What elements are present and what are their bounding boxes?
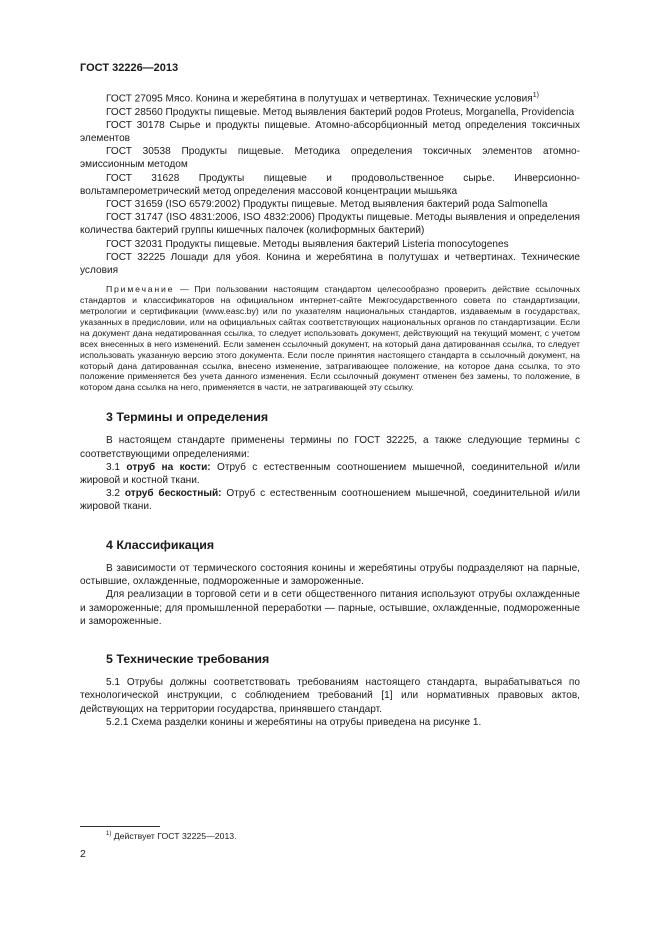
page-body — [80, 89, 580, 729]
reference-item: ГОСТ 32225 Лошади для убоя. Конина и жеребятина в полутушах и четвертинах. Технические условия — [80, 251, 580, 276]
term-name: отруб на кости: — [126, 461, 211, 473]
note-text: — При пользовании настоящим стандартом целесообразно проверить действие ссылочных стандартов и классификаторов на официальном интернет-сайте Межгосударственного совета по стандартизации, метрологии и сертификации (www.easc.by) или по указателям национальных стандартов, издаваемым в государствах, указанных в предисловии, или на официальных сайтах соответствующих национальных органов по стандартизации. Если на документ дана недатированная ссылка, то следует использовать документ, действующий на текущий момент, с учетом всех внесенных в него изменений. Если заменен ссылочный документ, на который дана датированная ссылка, то следует использовать указанную версию этого документа. Если после принятия настоящего стандарта в ссылочный документ, на который дана датированная ссылка, внесено изменение, затрагивающее положение, на которое дана ссылка, то это положение применяется без учета данного изменения. Если ссылочный документ отменен без замены, то положение, в котором дана ссылка на него, применяется в части, не затрагивающей эту ссылку. — [80, 284, 580, 393]
paragraph: Для реализации в торговой сети и в сети общественного питания используют отрубы охлажденные и замороженные; для промышленной переработки — парные, остывшие, охлажденные, подмороженные и замороженные. — [80, 589, 580, 627]
reference-item: ГОСТ 28560 Продукты пищевые. Метод выявления бактерий родов Proteus, Morganella, Providencia — [106, 106, 575, 118]
page-number: 2 — [80, 848, 86, 860]
footnote-marker: 1) — [532, 92, 539, 99]
paragraph: В настоящем стандарте применены термины по ГОСТ 32225, а также следующие термины с соответствующими определениями: — [80, 435, 580, 460]
paragraph: 5.1 Отрубы должны соответствовать требованиям настоящего стандарта, вырабатываться по технологической инструкции, с соблюдением требований [1] или нормативных правовых актов, действующих на территории государства, принявшего стандарт. — [80, 677, 580, 715]
footnote-divider — [80, 826, 160, 827]
section-heading-terms: 3 Термины и определения — [106, 410, 269, 425]
reference-item: ГОСТ 31747 (ISO 4831:2006, ISO 4832:2006) Продукты пищевые. Методы выявления и определения количества бактерий группы кишечных палочек (колиформных бактерий) — [80, 212, 580, 237]
reference-item: ГОСТ 27095 Мясо. Конина и жеребятина в полутушах и четвертинах. Технические условия$^{1)}$ — [106, 92, 539, 105]
reference-item: ГОСТ 31628 Продукты пищевые и продовольственное сырье. Инверсионно-вольтамперометрический метод определения массовой концентрации мышьяка — [80, 172, 580, 197]
section-heading-requirements: 5 Технические требования — [106, 651, 270, 666]
term-definition: 3.2 отруб бескостный: Отруб с естественным соотношением мышечной, соединительной и/или жировой ткани. — [80, 488, 580, 513]
section-heading-classification: 4 Классификация — [106, 537, 215, 552]
paragraph: 5.2.1 Схема разделки конины и жеребятины на отрубы приведена на рисунке 1. — [106, 716, 482, 728]
paragraph: В зависимости от термического состояния конины и жеребятины отрубы подразделяют на парные, остывшие, охлажденные, подмороженные и замороженные. — [80, 562, 580, 588]
reference-item: ГОСТ 31659 (ISO 6579:2002) Продукты пищевые. Метод выявления бактерий рода Salmonella — [106, 198, 548, 210]
term-definition: 3.1 отруб на кости: Отруб с естественным соотношением мышечной, соединительной и/или жировой и костной ткани. — [80, 461, 580, 487]
footnote: $^{1)}$ Действует ГОСТ 32225—2013. — [106, 831, 237, 841]
note-label: Примечание — [106, 284, 175, 295]
term-name: отруб бескостный: — [124, 488, 222, 500]
reference-item: ГОСТ 30538 Продукты пищевые. Методика определения токсичных элементов атомно-эмиссионным методом — [80, 146, 580, 171]
reference-item: ГОСТ 30178 Сырье и продукты пищевые. Атомно-абсорбционный метод определения токсичных элементов — [80, 119, 580, 144]
note-paragraph — [80, 284, 580, 393]
reference-item: ГОСТ 32031 Продукты пищевые. Методы выявления бактерий Listeria monocytogenes — [106, 238, 509, 250]
page-header: ГОСТ 32226—2013 — [80, 62, 179, 74]
